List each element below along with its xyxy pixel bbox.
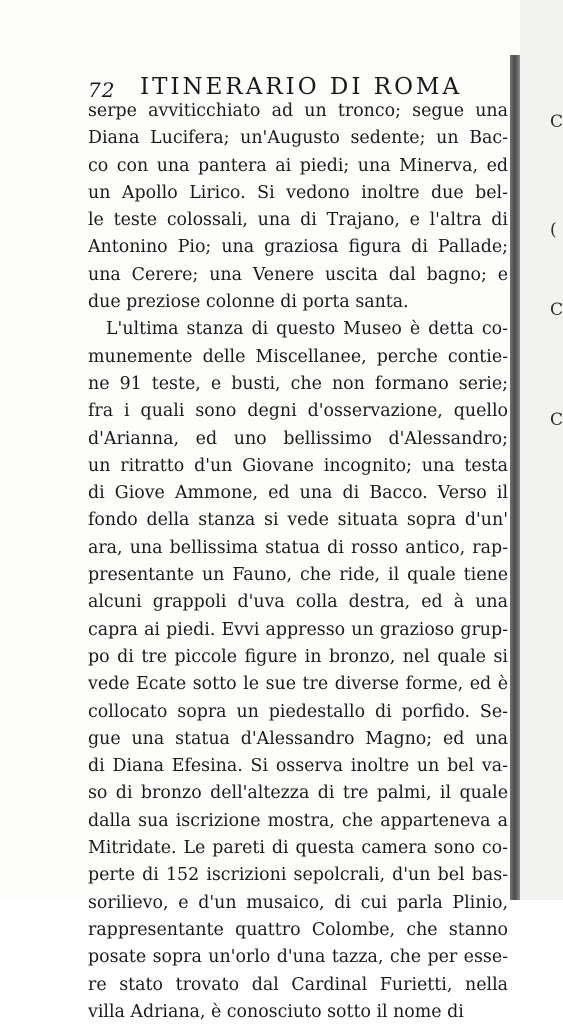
text-line: di Diana Efesina. Si osserva inoltre un bel va- bbox=[88, 756, 508, 777]
text-line: so di bronzo dell'altezza di tre palmi, il quale bbox=[88, 783, 508, 804]
text-line: alcuni grappoli d'uva colla destra, ed à una bbox=[88, 592, 508, 613]
text-line: L'ultima stanza di questo Museo è detta co- bbox=[106, 319, 508, 340]
running-head: ITINERARIO DI ROMA bbox=[140, 74, 463, 100]
text-line: collocato sopra un piedestallo di porfido. Se- bbox=[88, 701, 508, 722]
text-line: due preziose colonne di porta santa. bbox=[88, 292, 409, 313]
page-gutter-shadow bbox=[510, 55, 520, 900]
text-line: Diana Lucifera; un'Augusto sedente; un Bac- bbox=[88, 128, 508, 149]
next-page-fragment: C bbox=[550, 300, 563, 320]
text-line: Mitridate. Le pareti di questa camera sono co- bbox=[88, 838, 508, 859]
text-line: un ritratto d'un Giovane incognito; una testa bbox=[88, 455, 508, 476]
text-line: serpe avviticchiato ad un tronco; segue una bbox=[88, 101, 508, 121]
text-line: Antonino Pio; una graziosa figura di Pallade; bbox=[88, 237, 508, 258]
text-line: perte di 152 iscrizioni sepolcrali, d'un bel bas- bbox=[88, 865, 508, 886]
next-page-edge bbox=[520, 0, 563, 900]
text-line: d'Arianna, ed uno bellissimo d'Alessandro; bbox=[88, 428, 508, 449]
text-line: posate sopra un'orlo d'una tazza, che per esse- bbox=[88, 947, 508, 968]
text-line: munemente delle Miscellanee, perche contie- bbox=[88, 346, 508, 367]
text-line: dalla sua iscrizione mostra, che apparteneva a bbox=[88, 810, 508, 831]
next-page-fragment: ( bbox=[550, 220, 557, 240]
text-line: rappresentante quattro Colombe, che stanno bbox=[88, 919, 508, 940]
text-line: ne 91 teste, e busti, che non formano serie; bbox=[88, 373, 508, 394]
text-line: po di tre piccole figure in bronzo, nel quale si bbox=[88, 646, 508, 667]
text-line: una Cerere; una Venere uscita dal bagno; e bbox=[88, 264, 508, 285]
text-line: fondo della stanza si vede situata sopra d'un' bbox=[88, 510, 508, 531]
text-line: re stato trovato dal Cardinal Furietti, nella bbox=[88, 974, 508, 995]
page-number: 72 bbox=[88, 78, 116, 102]
text-line: gue una statua d'Alessandro Magno; ed una bbox=[88, 728, 508, 749]
body-text bbox=[88, 98, 508, 1026]
text-line: le teste colossali, una di Trajano, e l'altra di bbox=[88, 210, 508, 231]
text-line: capra ai piedi. Evvi appresso un grazioso grup- bbox=[88, 619, 508, 640]
next-page-fragment: C bbox=[550, 112, 563, 132]
text-line: vede Ecate sotto le sue tre diverse forme, ed è bbox=[88, 674, 508, 695]
text-line: un Apollo Lirico. Si vedono inoltre due bel- bbox=[88, 182, 508, 203]
text-line: ara, una bellissima statua di rosso antico, rap- bbox=[88, 537, 508, 558]
text-line: fra i quali sono degni d'osservazione, quello bbox=[88, 401, 508, 422]
next-page-fragment: C bbox=[550, 410, 563, 430]
text-line: di Giove Ammone, ed una di Bacco. Verso il bbox=[88, 483, 508, 504]
text-line: sorilievo, e d'un musaico, di cui parla Plinio, bbox=[88, 892, 508, 913]
text-line: villa Adriana, è conosciuto sotto il nome di bbox=[88, 1001, 464, 1022]
text-line: co con una pantera ai piedi; una Minerva, ed bbox=[88, 155, 508, 176]
text-line: presentante un Fauno, che ride, il quale tiene bbox=[88, 565, 508, 586]
